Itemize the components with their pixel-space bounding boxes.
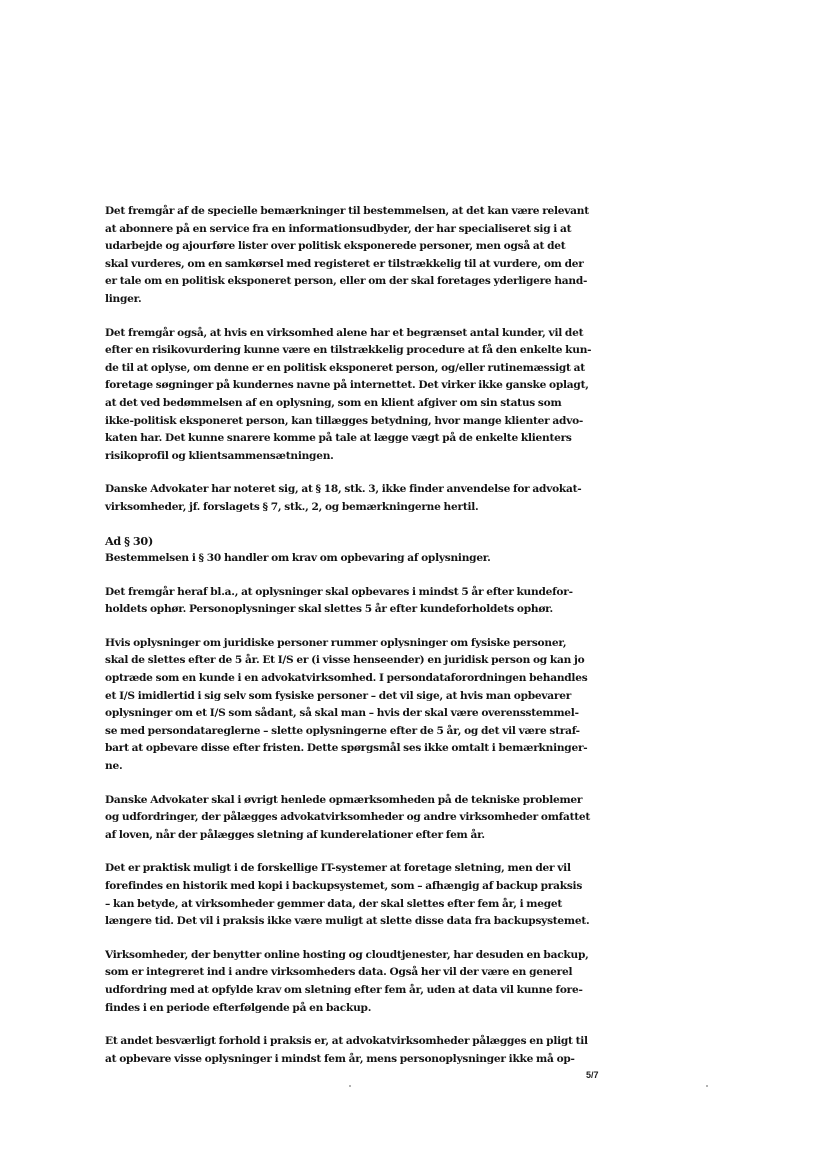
text-line: er tale om en politisk eksponeret person, eller om der skal foretages yderligere hand- bbox=[105, 275, 588, 288]
text-line: foretage søgninger på kundernes navne på internettet. Det virker ikke ganske oplagt, bbox=[105, 379, 589, 392]
text-line: – kan betyde, at virksomheder gemmer data, der skal slettes efter fem år, i meget bbox=[105, 897, 563, 910]
text-line: udarbejde og ajourføre lister over politisk eksponerede personer, men også at det bbox=[105, 240, 566, 253]
text-line: efter en risikovurdering kunne være en tilstrækkelig procedure at få den enkelte kun- bbox=[105, 344, 592, 357]
text-line: Det fremgår også, at hvis en virksomhed alene har et begrænset antal kunder, vil det bbox=[105, 326, 584, 339]
paragraph bbox=[105, 947, 587, 1017]
section-first-line: Bestemmelsen i § 30 handler om krav om opbevaring af oplysninger. bbox=[105, 552, 491, 565]
text-line: Danske Advokater har noteret sig, at § 18, stk. 3, ikke finder anvendelse for advokat- bbox=[105, 483, 582, 496]
text-line: holdets ophør. Personoplysninger skal slettes 5 år efter kundeforholdets ophør. bbox=[105, 603, 553, 616]
text-line: ikke-politisk eksponeret person, kan tillægges betydning, hvor mange klienter advo- bbox=[105, 414, 584, 427]
paragraph bbox=[105, 635, 587, 776]
text-line: skal vurderes, om en samkørsel med registeret er tilstrækkelig til at vurdere, om der bbox=[105, 257, 584, 270]
text-line: Danske Advokater skal i øvrigt henlede opmærksomheden på de tekniske problemer bbox=[105, 793, 583, 806]
text-line: Hvis oplysninger om juridiske personer rummer oplysninger om fysiske personer, bbox=[105, 636, 567, 649]
text-line: oplysninger om et I/S som sådant, så skal man – hvis der skal være overensstemmel- bbox=[105, 707, 579, 720]
text-line: virksomheder, jf. forslagets § 7, stk., 2, og bemærkningerne hertil. bbox=[105, 500, 479, 513]
text-line: som er integreret ind i andre virksomheders data. Også her vil der være en generel bbox=[105, 966, 573, 979]
section-block bbox=[105, 533, 587, 568]
text-line: længere tid. Det vil i praksis ikke være muligt at slette disse data fra backupsystemet. bbox=[105, 915, 590, 928]
page-number: 5/7 bbox=[586, 1070, 599, 1080]
text-line: linger. bbox=[105, 292, 142, 305]
text-line: de til at oplyse, om denne er en politisk eksponeret person, og/eller rutinemæssigt at bbox=[105, 361, 585, 374]
paragraph bbox=[105, 325, 592, 466]
scan-speck bbox=[349, 1085, 351, 1087]
text-line: af loven, når der pålægges sletning af kunderelationer efter fem år. bbox=[105, 828, 485, 841]
text-line: at opbevare visse oplysninger i mindst fem år, mens personoplysninger ikke må op- bbox=[105, 1052, 575, 1065]
text-line: findes i en periode efterfølgende på en backup. bbox=[105, 1001, 372, 1014]
text-line: Det fremgår af de specielle bemærkninger til bestemmelsen, at det kan være relevant bbox=[105, 205, 589, 217]
paragraph bbox=[105, 203, 587, 309]
paragraph bbox=[105, 481, 587, 516]
scan-speck bbox=[706, 1085, 708, 1087]
paragraph bbox=[105, 584, 587, 619]
paragraphs-before-section bbox=[105, 203, 592, 517]
text-line: Et andet besværligt forhold i praksis er, at advokatvirksomheder pålægges en pligt til bbox=[105, 1035, 588, 1048]
text-line: forefindes en historik med kopi i backupsystemet, som – afhængig af backup praksis bbox=[105, 880, 583, 892]
text-line: og udfordringer, der pålægges advokatvirksomheder og andre virksomheder omfattet bbox=[105, 811, 591, 824]
text-line: Det fremgår heraf bl.a., at oplysninger skal opbevares i mindst 5 år efter kundefor- bbox=[105, 585, 573, 598]
paragraph bbox=[105, 860, 590, 930]
paragraphs-after-section bbox=[105, 584, 591, 1069]
paragraph bbox=[105, 1033, 587, 1068]
text-line: se med persondatareglerne – slette oplysningerne efter de 5 år, og det vil være straf- bbox=[105, 724, 580, 737]
text-line: skal de slettes efter de 5 år. Et I/S er (i visse henseender) en juridisk person og kan jo bbox=[105, 654, 585, 667]
text-line: at abonnere på en service fra en informationsudbyder, der har specialiseret sig i at bbox=[105, 222, 572, 235]
text-line: risikoprofil og klientsammensætningen. bbox=[105, 449, 334, 462]
text-line: udfordring med at opfylde krav om sletning efter fem år, uden at data vil kunne fore- bbox=[105, 983, 583, 996]
text-line: ne. bbox=[105, 760, 123, 773]
text-line: et I/S imidlertid i sig selv som fysiske personer – det vil sige, at hvis man opbevarer bbox=[105, 689, 572, 702]
text-line: katen har. Det kunne snarere komme på tale at lægge vægt på de enkelte klienters bbox=[105, 432, 572, 445]
text-line: at det ved bedømmelsen af en oplysning, som en klient afgiver om sin status som bbox=[105, 396, 562, 409]
text-line: bart at opbevare disse efter fristen. Dette spørgsmål ses ikke omtalt i bemærkninger- bbox=[105, 742, 588, 755]
text-line: optræde som en kunde i en advokatvirksomhed. I persondataforordningen behandles bbox=[105, 672, 588, 685]
paragraph bbox=[105, 792, 591, 845]
section-heading: Ad § 30) bbox=[105, 533, 154, 548]
text-line: Virksomheder, der benytter online hosting og cloudtjenester, har desuden en backup, bbox=[105, 948, 589, 961]
text-line: Det er praktisk muligt i de forskellige IT-systemer at foretage sletning, men der vil bbox=[105, 862, 571, 875]
document-page bbox=[105, 203, 592, 1084]
